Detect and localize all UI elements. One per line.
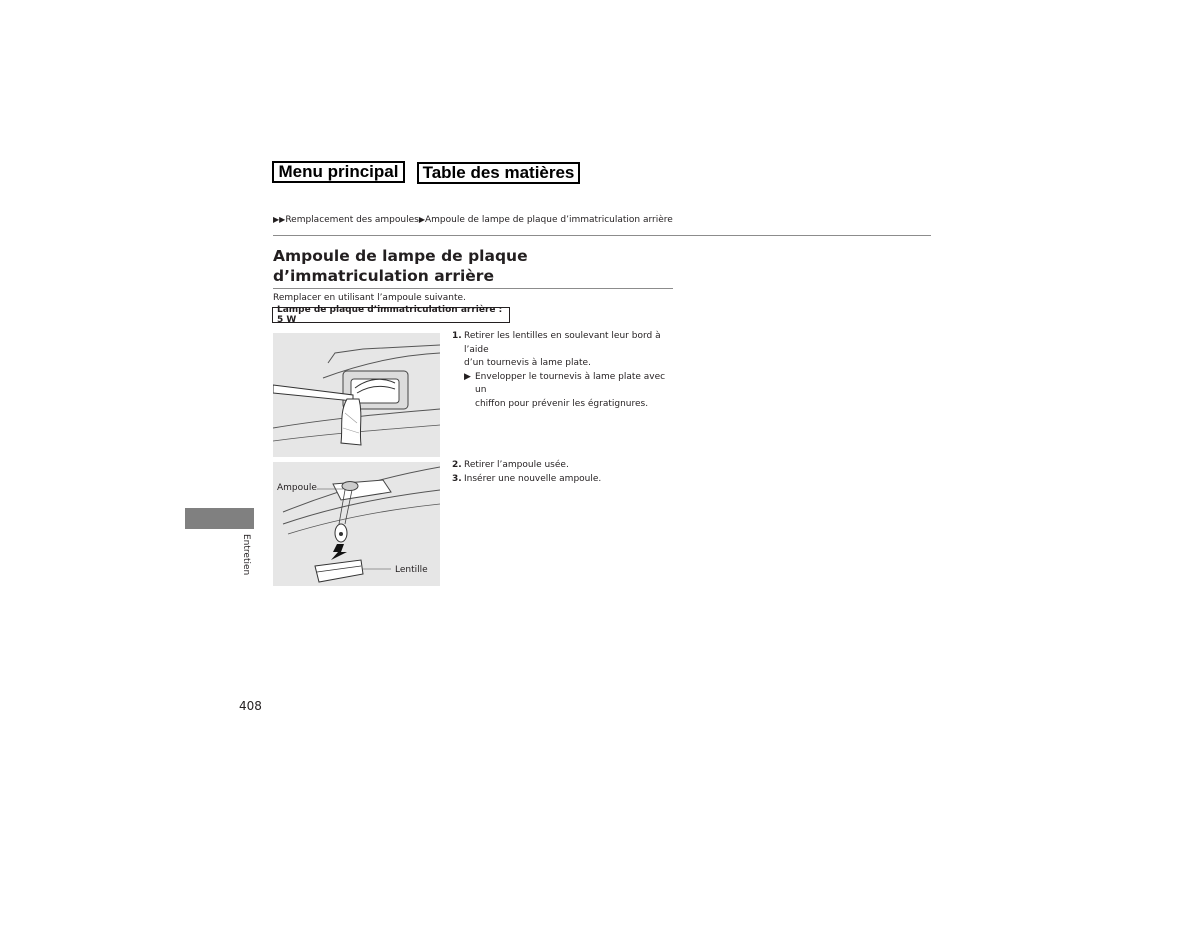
step-item <box>452 473 677 487</box>
step-item <box>452 459 677 473</box>
note-text: Envelopper le tournevis à lame plate avec un chiffon pour prévenir les égratignures. <box>475 371 666 409</box>
label-lens: Lentille <box>395 565 428 575</box>
breadcrumb-arrow-icon: ▶ <box>418 215 425 224</box>
note-arrow-icon: ▶ <box>464 371 471 382</box>
step-number: 2. <box>452 460 462 470</box>
header-divider <box>273 235 931 236</box>
section-tab[interactable] <box>185 508 254 529</box>
step-note <box>452 371 677 412</box>
breadcrumb-item-bulbs[interactable]: Remplacement des ampoules <box>285 215 419 225</box>
label-bulb: Ampoule <box>277 483 317 493</box>
steps-group-1 <box>452 330 677 411</box>
intro-text: Remplacer en utilisant l’ampoule suivante. <box>273 293 466 303</box>
step-item <box>452 330 677 371</box>
step-text: Insérer une nouvelle ampoule. <box>464 473 602 484</box>
steps-group-2 <box>452 459 677 486</box>
bulb-replacement-illustration <box>273 462 440 586</box>
step-number: 1. <box>452 331 462 341</box>
section-title: Ampoule de lampe de plaque d’immatriculation arrière <box>273 247 528 285</box>
step-text: Retirer l’ampoule usée. <box>464 460 569 470</box>
page-number: 408 <box>239 699 262 713</box>
step-number: 3. <box>452 473 462 484</box>
title-divider <box>273 288 673 289</box>
section-label: Entretien <box>241 534 251 576</box>
table-of-contents-button[interactable]: Table des matières <box>417 162 580 184</box>
bulb-spec-box <box>272 307 510 323</box>
lens-removal-illustration <box>273 333 440 457</box>
bulb-spec-text: Lampe de plaque d’immatriculation arrière : 5 W <box>277 305 503 325</box>
breadcrumb-arrow-icon: ▶▶ <box>273 215 286 224</box>
breadcrumb <box>273 215 673 225</box>
breadcrumb-item-current: Ampoule de lampe de plaque d’immatriculation arrière <box>424 215 673 225</box>
step-text: Retirer les lentilles en soulevant leur bord à l’aide d’un tournevis à lame plate. <box>464 331 661 368</box>
menu-principal-button[interactable]: Menu principal <box>272 161 405 183</box>
